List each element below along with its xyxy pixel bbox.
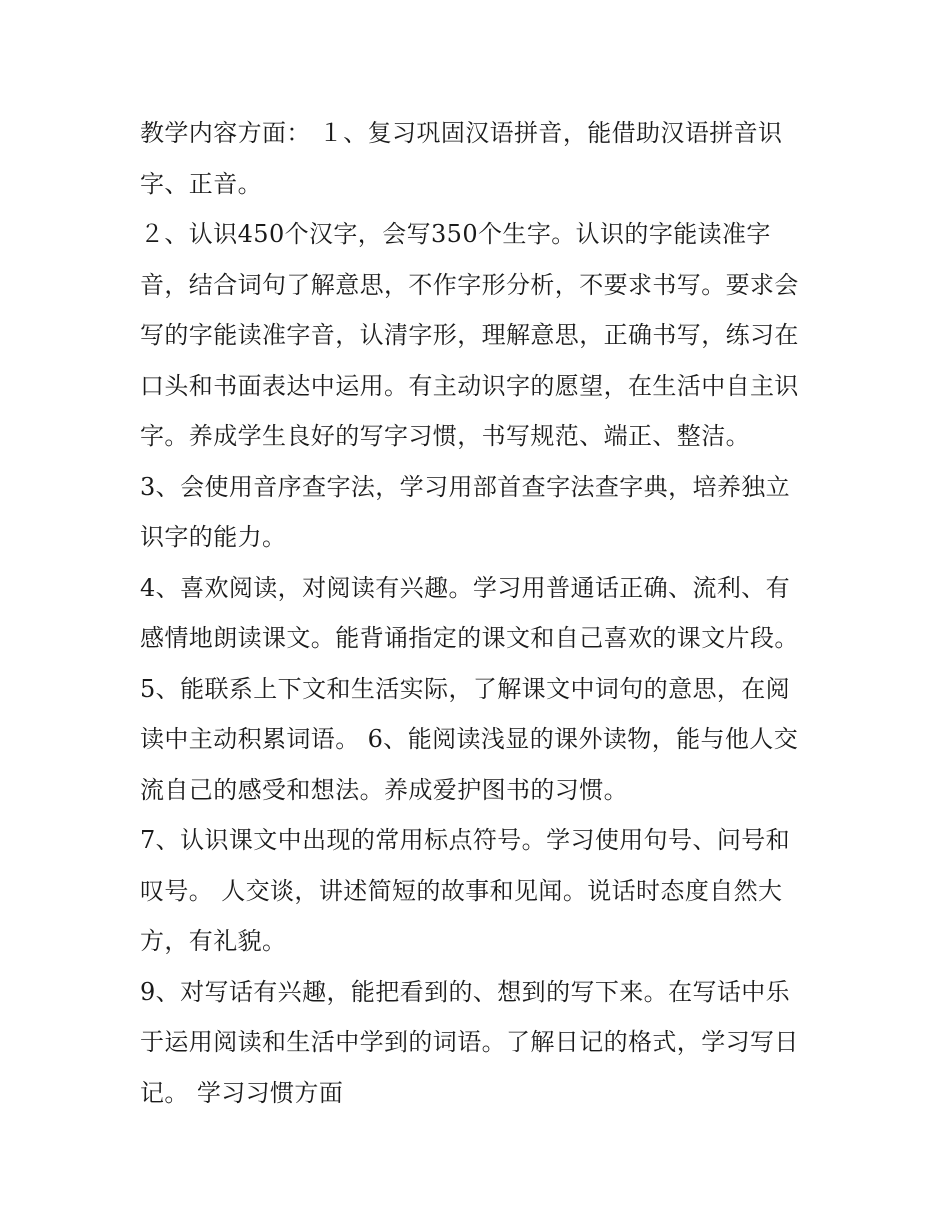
text-line: 口头和书面表达中运用。有主动识字的愿望，在生活中自主识 [140, 371, 799, 400]
text-line: 字、正音。 [140, 169, 262, 198]
text-line: 音，结合词句了解意思，不作字形分析，不要求书写。要求会 [140, 270, 799, 299]
text-line: 流自己的感受和想法。养成爱护图书的习惯。 [140, 775, 628, 804]
text-line: 记。 学习习惯方面 [140, 1078, 344, 1107]
text-line: 方，有礼貌。 [140, 927, 287, 955]
text-line: 叹号。 人交谈，讲述简短的故事和见闻。说话时态度自然大 [140, 876, 783, 905]
text-line: 5、能联系上下文和生活实际，了解课文中词句的意思，在阅 [140, 674, 791, 703]
text-line: 写的字能读准字音，认清字形，理解意思，正确书写，练习在 [140, 321, 799, 349]
text-line: 于运用阅读和生活中学到的词语。了解日记的格式，学习写日 [140, 1028, 799, 1056]
text-line: ２、认识450个汉字，会写350个生字。认识的字能读准字 [140, 220, 771, 248]
text-line: 4、喜欢阅读，对阅读有兴趣。学习用普通话正确、流利、有 [140, 573, 791, 602]
text-line: 3、会使用音序查字法，学习用部首查字法查字典，培养独立 [140, 472, 791, 501]
text-line: 9、对写话有兴趣，能把看到的、想到的写下来。在写话中乐 [140, 977, 791, 1006]
text-line: 感情地朗读课文。能背诵指定的课文和自己喜欢的课文片段。 [140, 624, 799, 652]
text-line: 读中主动积累词语。 6、能阅读浅显的课外读物，能与他人交 [140, 725, 799, 753]
document-body [140, 108, 816, 1118]
text-line: 7、认识课文中出现的常用标点符号。学习使用句号、问号和 [140, 826, 791, 854]
text-line: 识字的能力。 [140, 523, 287, 551]
text-line: 教学内容方面： １、复习巩固汉语拼音，能借助汉语拼音识 [140, 119, 783, 147]
text-line: 字。养成学生良好的写字习惯，书写规范、端正、整洁。 [140, 422, 750, 450]
